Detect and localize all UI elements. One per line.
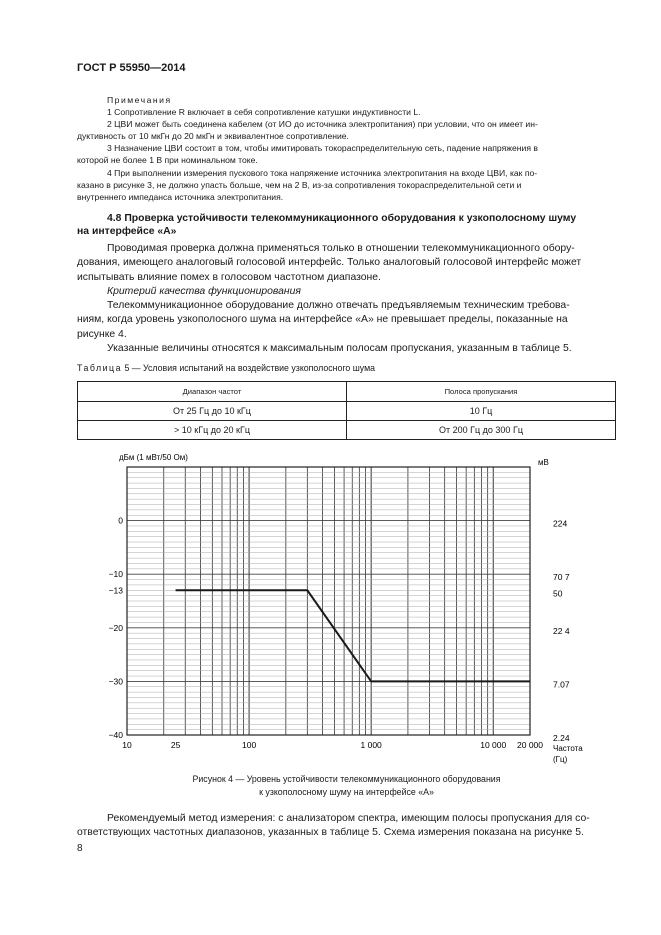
table-caption-word: Таблица [77,363,122,373]
y-tick-label: −30 [108,676,123,687]
paragraph-line: испытывать влияние помех в голосовом частотном диапазоне. [77,271,381,283]
table-cell: От 25 Гц до 10 кГц [78,402,347,421]
note-line: внутреннего импеданса источника электропитания. [77,191,284,202]
y2-tick-label: 50 [553,588,563,599]
x-tick-label: 20 000 [517,740,543,750]
x-tick-label: 10 [122,740,132,750]
x-axis-label: Частота [553,744,583,753]
table-header-cell: Диапазон частот [78,382,347,402]
note-line: 2 ЦВИ может быть соединена кабелем (от ИО до источника электропитания) при условии, что он имеет ин- [107,119,538,130]
y2-tick-label: 22 4 [553,625,570,636]
y2-tick-labels [553,519,570,743]
y2-axis-label: мВ [538,458,549,467]
noise-level-chart [0,445,661,770]
table-header-row [78,382,616,402]
y-tick-label: 0 [118,515,123,526]
y-tick-labels [109,516,124,740]
notes-block [77,94,615,203]
paragraph-line: ниям, когда уровень узкополосного шума на интерфейсе «А» не превышает пределы, показанные на [77,314,568,326]
notes-title: Примечания [107,95,172,105]
table-header-cell: Полоса пропускания [347,382,616,402]
paragraph-line: Проводимая проверка должна применяться только в отношении телекоммуникационного обору- [107,243,575,254]
table-row [78,421,616,440]
y2-tick-label: 7.07 [553,679,570,690]
note-line: 1 Сопротивление R включает в себя сопротивление катушки индуктивности L. [107,107,421,118]
note-line: казано в рисунке 3, не должно упасть больше, чем на 2 В, из-за сопротивления токораспределительной сети и [77,179,522,190]
y-tick-label: −10 [108,569,123,580]
x-tick-label: 100 [241,740,257,750]
document-code: ГОСТ Р 55950—2014 [77,62,186,74]
y2-tick-label: 70 7 [553,572,570,583]
horizontal-grid [127,472,530,729]
y2-tick-label: 224 [553,518,568,529]
note-line: дуктивность от 10 мкГн до 20 мкГн и эквивалентное сопротивление. [77,131,349,142]
x-tick-label: 1 000 [360,740,382,750]
note-line: 4 При выполнении измерения пускового тока напряжение источника электропитания на входе ЦВИ, как по- [107,167,538,178]
x-tick-label: 10 000 [480,740,507,750]
closing-text [77,812,617,841]
criterion-heading: Критерий качества функционирования [107,285,301,297]
y-tick-label: −13 [108,585,123,596]
paragraph-line: Рекомендуемый метод измерения: с анализатором спектра, имеющим полосы пропускания для со- [107,813,590,824]
table-cell: 10 Гц [347,402,616,421]
y-tick-label: −20 [108,622,123,633]
table-caption-text: 5 — Условия испытаний на воздействие узкополосного шума [124,363,376,373]
table-cell: От 200 Гц до 300 Гц [347,421,616,440]
table-5 [77,381,616,440]
x-tick-labels [122,740,543,750]
series-line [176,590,530,681]
figure-caption [77,773,616,799]
note-line: 3 Назначение ЦВИ состоит в том, чтобы имитировать токораспределительную сеть, падение напряжения в [107,143,538,154]
paragraph-line: Телекоммуникационное оборудование должно отвечать предъявляемым техническим требова- [107,300,570,312]
table-caption [77,363,375,373]
paragraph-line: рисунке 4. [77,328,127,340]
table-row [78,402,616,421]
paragraph-line: Указанные величины относятся к максимальным полосам пропускания, указанным в таблице 5. [107,343,572,355]
section-heading [77,212,617,238]
x-axis-unit: (Гц) [553,755,568,764]
y-tick-label: −40 [108,730,123,740]
table-cell: > 10 кГц до 20 кГц [78,421,347,440]
paragraph-line: дования, имеющего аналоговый голосовой интерфейс. Только аналоговый голосовой интерфейс может [77,257,582,269]
y-axis-label: дБм (1 мВт/50 Ом) [119,453,188,462]
section-title-line: 4.8 Проверка устойчивости телекоммуникационного оборудования к узкополосному шуму [107,213,577,224]
section-title-line: на интерфейсе «А» [77,226,177,237]
figure-caption-line: к узкополосному шуму на интерфейсе «А» [259,787,434,797]
page-number: 8 [77,843,83,854]
paragraph-line: ответствующих частотных диапазонов, указанных в таблице 5. Схема измерения показана на рисунке 5. [77,827,584,839]
body-text [77,242,617,356]
figure-caption-line: Рисунок 4 — Уровень устойчивости телекоммуникационного оборудования [192,774,501,784]
note-line: которой не более 1 В при номинальном токе. [77,155,258,166]
x-tick-label: 25 [170,740,181,750]
y2-tick-label: 2.24 [553,733,570,743]
